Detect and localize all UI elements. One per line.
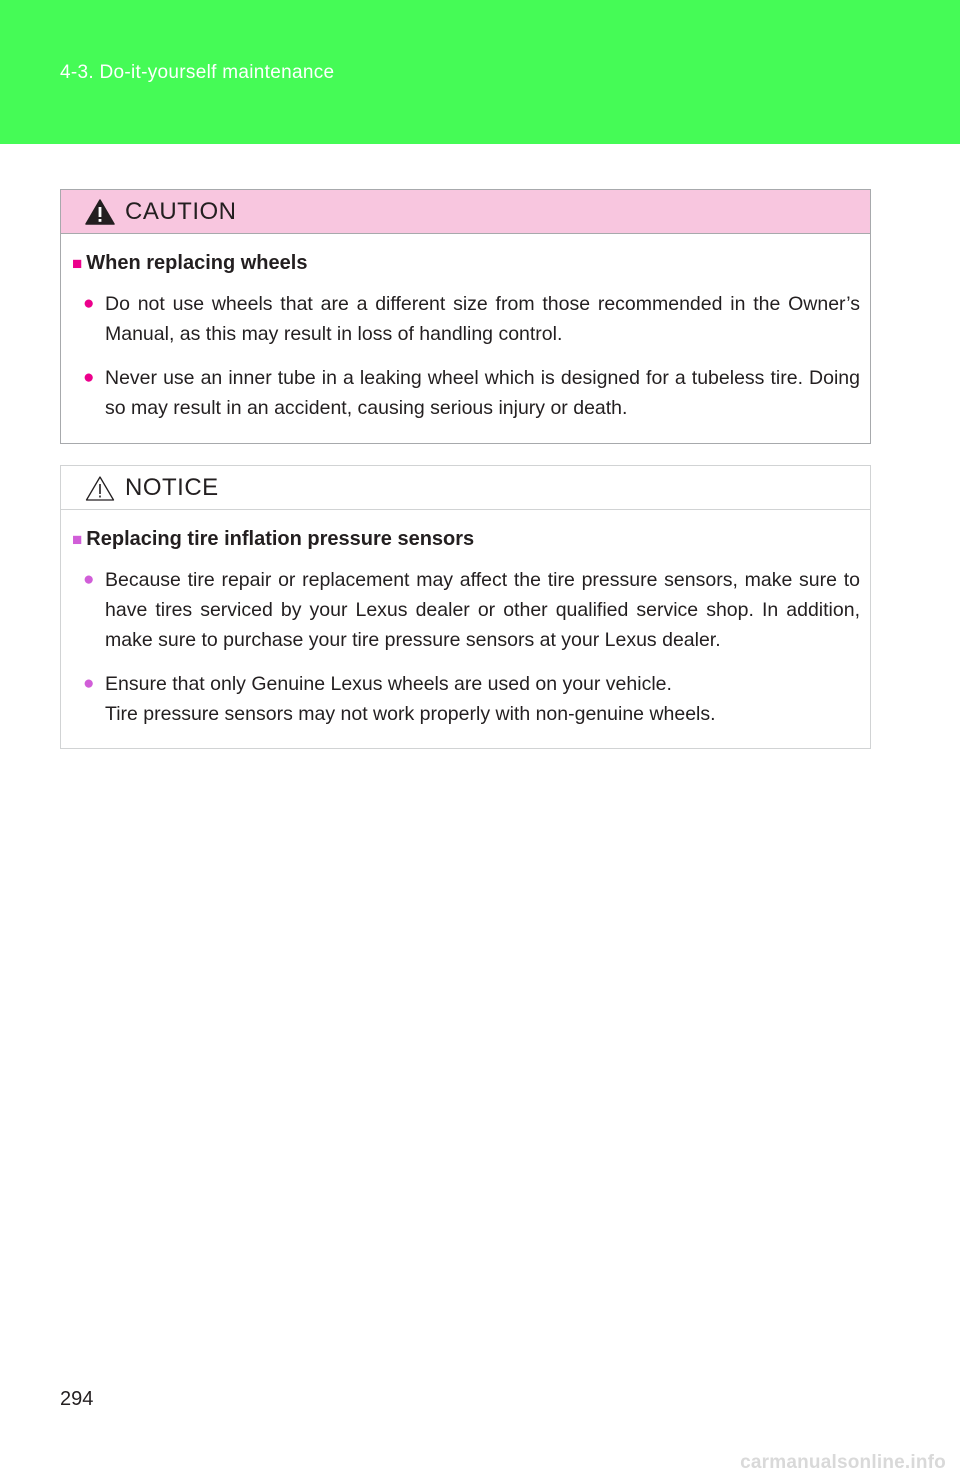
warning-triangle-filled-icon bbox=[85, 199, 115, 225]
notice-box bbox=[60, 465, 871, 749]
list-item bbox=[72, 669, 860, 729]
round-bullet-icon: ● bbox=[83, 569, 95, 590]
square-bullet-icon: ■ bbox=[72, 529, 83, 549]
caution-bullet-1: Do not use wheels that are a different size from those recommended in the Owner’s Manual, as this may result in loss of handling control. bbox=[105, 293, 860, 345]
caution-box bbox=[60, 189, 871, 444]
notice-label: NOTICE bbox=[125, 473, 219, 501]
list-item bbox=[72, 565, 860, 655]
round-bullet-icon: ● bbox=[83, 367, 95, 388]
round-bullet-icon: ● bbox=[83, 293, 95, 314]
caution-bullet-2: Never use an inner tube in a leaking wheel which is designed for a tubeless tire. Doing so may result in an accident, causing serious injury or death. bbox=[105, 367, 860, 419]
warning-triangle-outline-icon bbox=[85, 475, 115, 501]
notice-body bbox=[61, 510, 870, 729]
caution-heading-text: When replacing wheels bbox=[86, 252, 308, 274]
header-band bbox=[0, 0, 960, 144]
notice-bullet-2-line-1: Ensure that only Genuine Lexus wheels are used on your vehicle. bbox=[105, 673, 672, 695]
round-bullet-icon: ● bbox=[83, 673, 95, 694]
caution-body bbox=[61, 234, 870, 423]
caution-label: CAUTION bbox=[125, 197, 237, 225]
caution-header bbox=[61, 190, 870, 234]
notice-bullet-1: Because tire repair or replacement may affect the tire pressure sensors, make sure to have tires serviced by your Lexus dealer or other qualified service shop. In addition, make sure to purchase your tire pressure sensors at your Lexus dealer. bbox=[105, 569, 860, 651]
square-bullet-icon: ■ bbox=[72, 253, 83, 273]
list-item bbox=[72, 363, 860, 423]
watermark: carmanualsonline.info bbox=[740, 1452, 946, 1473]
notice-bullet-2-line-2: Tire pressure sensors may not work properly with non-genuine wheels. bbox=[105, 703, 716, 725]
section-title: 4-3. Do-it-yourself maintenance bbox=[60, 62, 335, 83]
caution-heading bbox=[72, 252, 860, 275]
page-number: 294 bbox=[60, 1388, 94, 1410]
notice-bullet-2 bbox=[105, 669, 860, 729]
notice-heading-text: Replacing tire inflation pressure sensors bbox=[86, 528, 475, 550]
notice-heading bbox=[72, 528, 860, 551]
notice-header bbox=[61, 466, 870, 510]
list-item bbox=[72, 289, 860, 349]
